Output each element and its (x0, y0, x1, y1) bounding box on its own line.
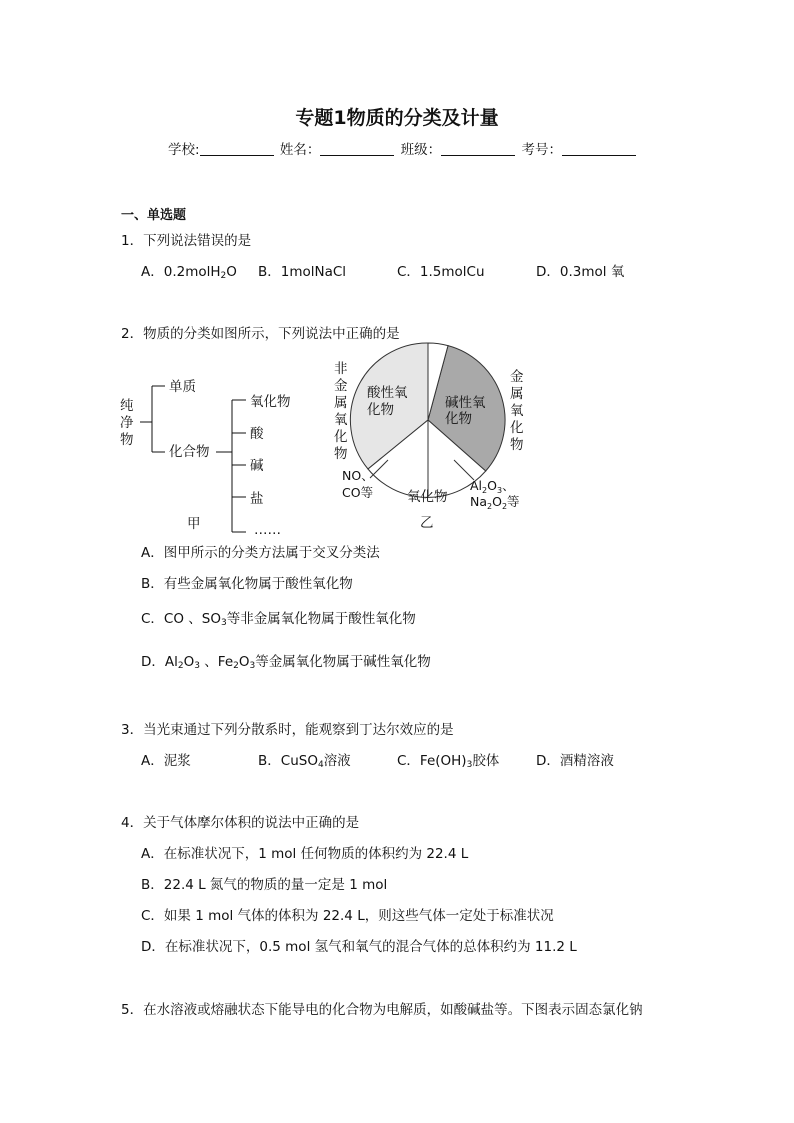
nonmetal-oxide-char-6: 物 (334, 446, 348, 462)
acidic-oxide-label-2: 化物 (367, 402, 394, 418)
q1-option-b[interactable]: B．1molNaCl (258, 264, 347, 280)
nonmetal-oxide-char-3: 属 (334, 395, 348, 411)
q3-option-c[interactable]: C．$Fe(OH)_3$胶体 (397, 753, 500, 770)
name-blank[interactable] (320, 142, 394, 156)
q4-option-c[interactable]: C．如果 1 mol 气体的体积为 22.4 L，则这些气体一定处于标准状况 (141, 908, 554, 924)
basic-oxide-label-1: 碱性氧 (445, 395, 486, 411)
al2o3-label: $Al_2O_3$、 (470, 478, 515, 495)
school-blank[interactable] (200, 142, 274, 156)
no-co-label-2: CO等 (342, 485, 374, 500)
tree-item-acid: 酸 (250, 426, 264, 442)
q2-option-d[interactable]: D．$Al_2O_3$ 、$Fe_2O_3$等金属氧化物属于碱性氧化物 (141, 654, 431, 671)
school-label: 学校: (168, 142, 200, 158)
exam-no-label: 考号： (521, 142, 562, 158)
class-label: 班级： (400, 142, 442, 158)
na2o2-label: $Na_2O_2$等 (470, 494, 520, 511)
no-co-label-1: NO、 (342, 468, 374, 483)
tree-root-char-2: 净 (120, 415, 134, 431)
q2-option-c[interactable]: C．CO 、$SO_3$等非金属氧化物属于酸性氧化物 (141, 611, 416, 628)
metal-oxide-char-2: 属 (510, 386, 524, 402)
metal-oxide-char-4: 化 (510, 420, 524, 436)
q1-option-a[interactable]: A．0.2molH$_2$O (141, 264, 237, 281)
metal-oxide-char-5: 物 (510, 437, 524, 453)
basic-oxide-label-2: 化物 (445, 411, 472, 427)
tree-item-salt: 盐 (250, 491, 264, 507)
student-info-row (168, 138, 638, 158)
q4-option-d[interactable]: D．在标准状况下，0.5 mol 氢气和氧气的混合气体的总体积约为 11.2 L (141, 939, 577, 955)
q5-stem: 5．在水溶液或熔融状态下能导电的化合物为电解质，如酸碱盐等。下图表示固态氯化钠 (121, 1002, 643, 1018)
q4-option-a[interactable]: A．在标准状况下，1 mol 任何物质的体积约为 22.4 L (141, 846, 469, 862)
q3-option-d[interactable]: D．酒精溶液 (536, 753, 614, 769)
tree-compound: 化合物 (169, 444, 210, 460)
q1-option-d[interactable]: D．0.3mol 氧 (536, 264, 625, 280)
oxide-classification-pie-diagram (326, 338, 536, 534)
q3-stem: 3．当光束通过下列分散系时，能观察到丁达尔效应的是 (121, 722, 454, 738)
tree-caption-jia: 甲 (187, 516, 201, 532)
classification-tree-diagram (112, 340, 312, 536)
pie-caption-yi: 乙 (420, 515, 434, 531)
metal-oxide-char-3: 氧 (510, 403, 524, 419)
exam-no-blank[interactable] (562, 142, 636, 156)
tree-root-char-3: 物 (120, 432, 134, 448)
nonmetal-oxide-char-2: 金 (334, 378, 348, 394)
page-title: 专题1物质的分类及计量 (295, 107, 499, 129)
metal-oxide-char-1: 金 (510, 369, 524, 385)
acidic-oxide-label-1: 酸性氧 (367, 385, 408, 401)
q2-option-a[interactable]: A．图甲所示的分类方法属于交叉分类法 (141, 545, 380, 561)
q2-option-b[interactable]: B．有些金属氧化物属于酸性氧化物 (141, 576, 353, 592)
q2-stem: 2．物质的分类如图所示，下列说法中正确的是 (121, 326, 400, 342)
q1-stem: 1．下列说法错误的是 (121, 233, 252, 249)
section-heading: 一、单选题 (121, 208, 187, 223)
tree-item-base: 碱 (250, 458, 264, 474)
q3-option-a[interactable]: A．泥浆 (141, 753, 191, 769)
nonmetal-oxide-char-4: 氧 (334, 412, 348, 428)
nonmetal-oxide-char-1: 非 (334, 361, 348, 377)
name-label: 姓名： (279, 142, 321, 158)
q3-option-b[interactable]: B．CuSO$_4$溶液 (258, 753, 351, 770)
q1-option-c[interactable]: C．1.5molCu (397, 264, 485, 280)
oxide-label: 氧化物 (407, 489, 448, 505)
tree-item-oxide: 氧化物 (250, 394, 291, 410)
q4-option-b[interactable]: B．22.4 L 氮气的物质的量一定是 1 mol (141, 877, 388, 893)
nonmetal-oxide-char-5: 化 (334, 429, 348, 445)
tree-item-more: …… (254, 522, 281, 536)
tree-root-char-1: 纯 (120, 398, 134, 414)
class-blank[interactable] (441, 142, 515, 156)
tree-single-substance: 单质 (169, 379, 196, 395)
q4-stem: 4．关于气体摩尔体积的说法中正确的是 (121, 815, 360, 831)
